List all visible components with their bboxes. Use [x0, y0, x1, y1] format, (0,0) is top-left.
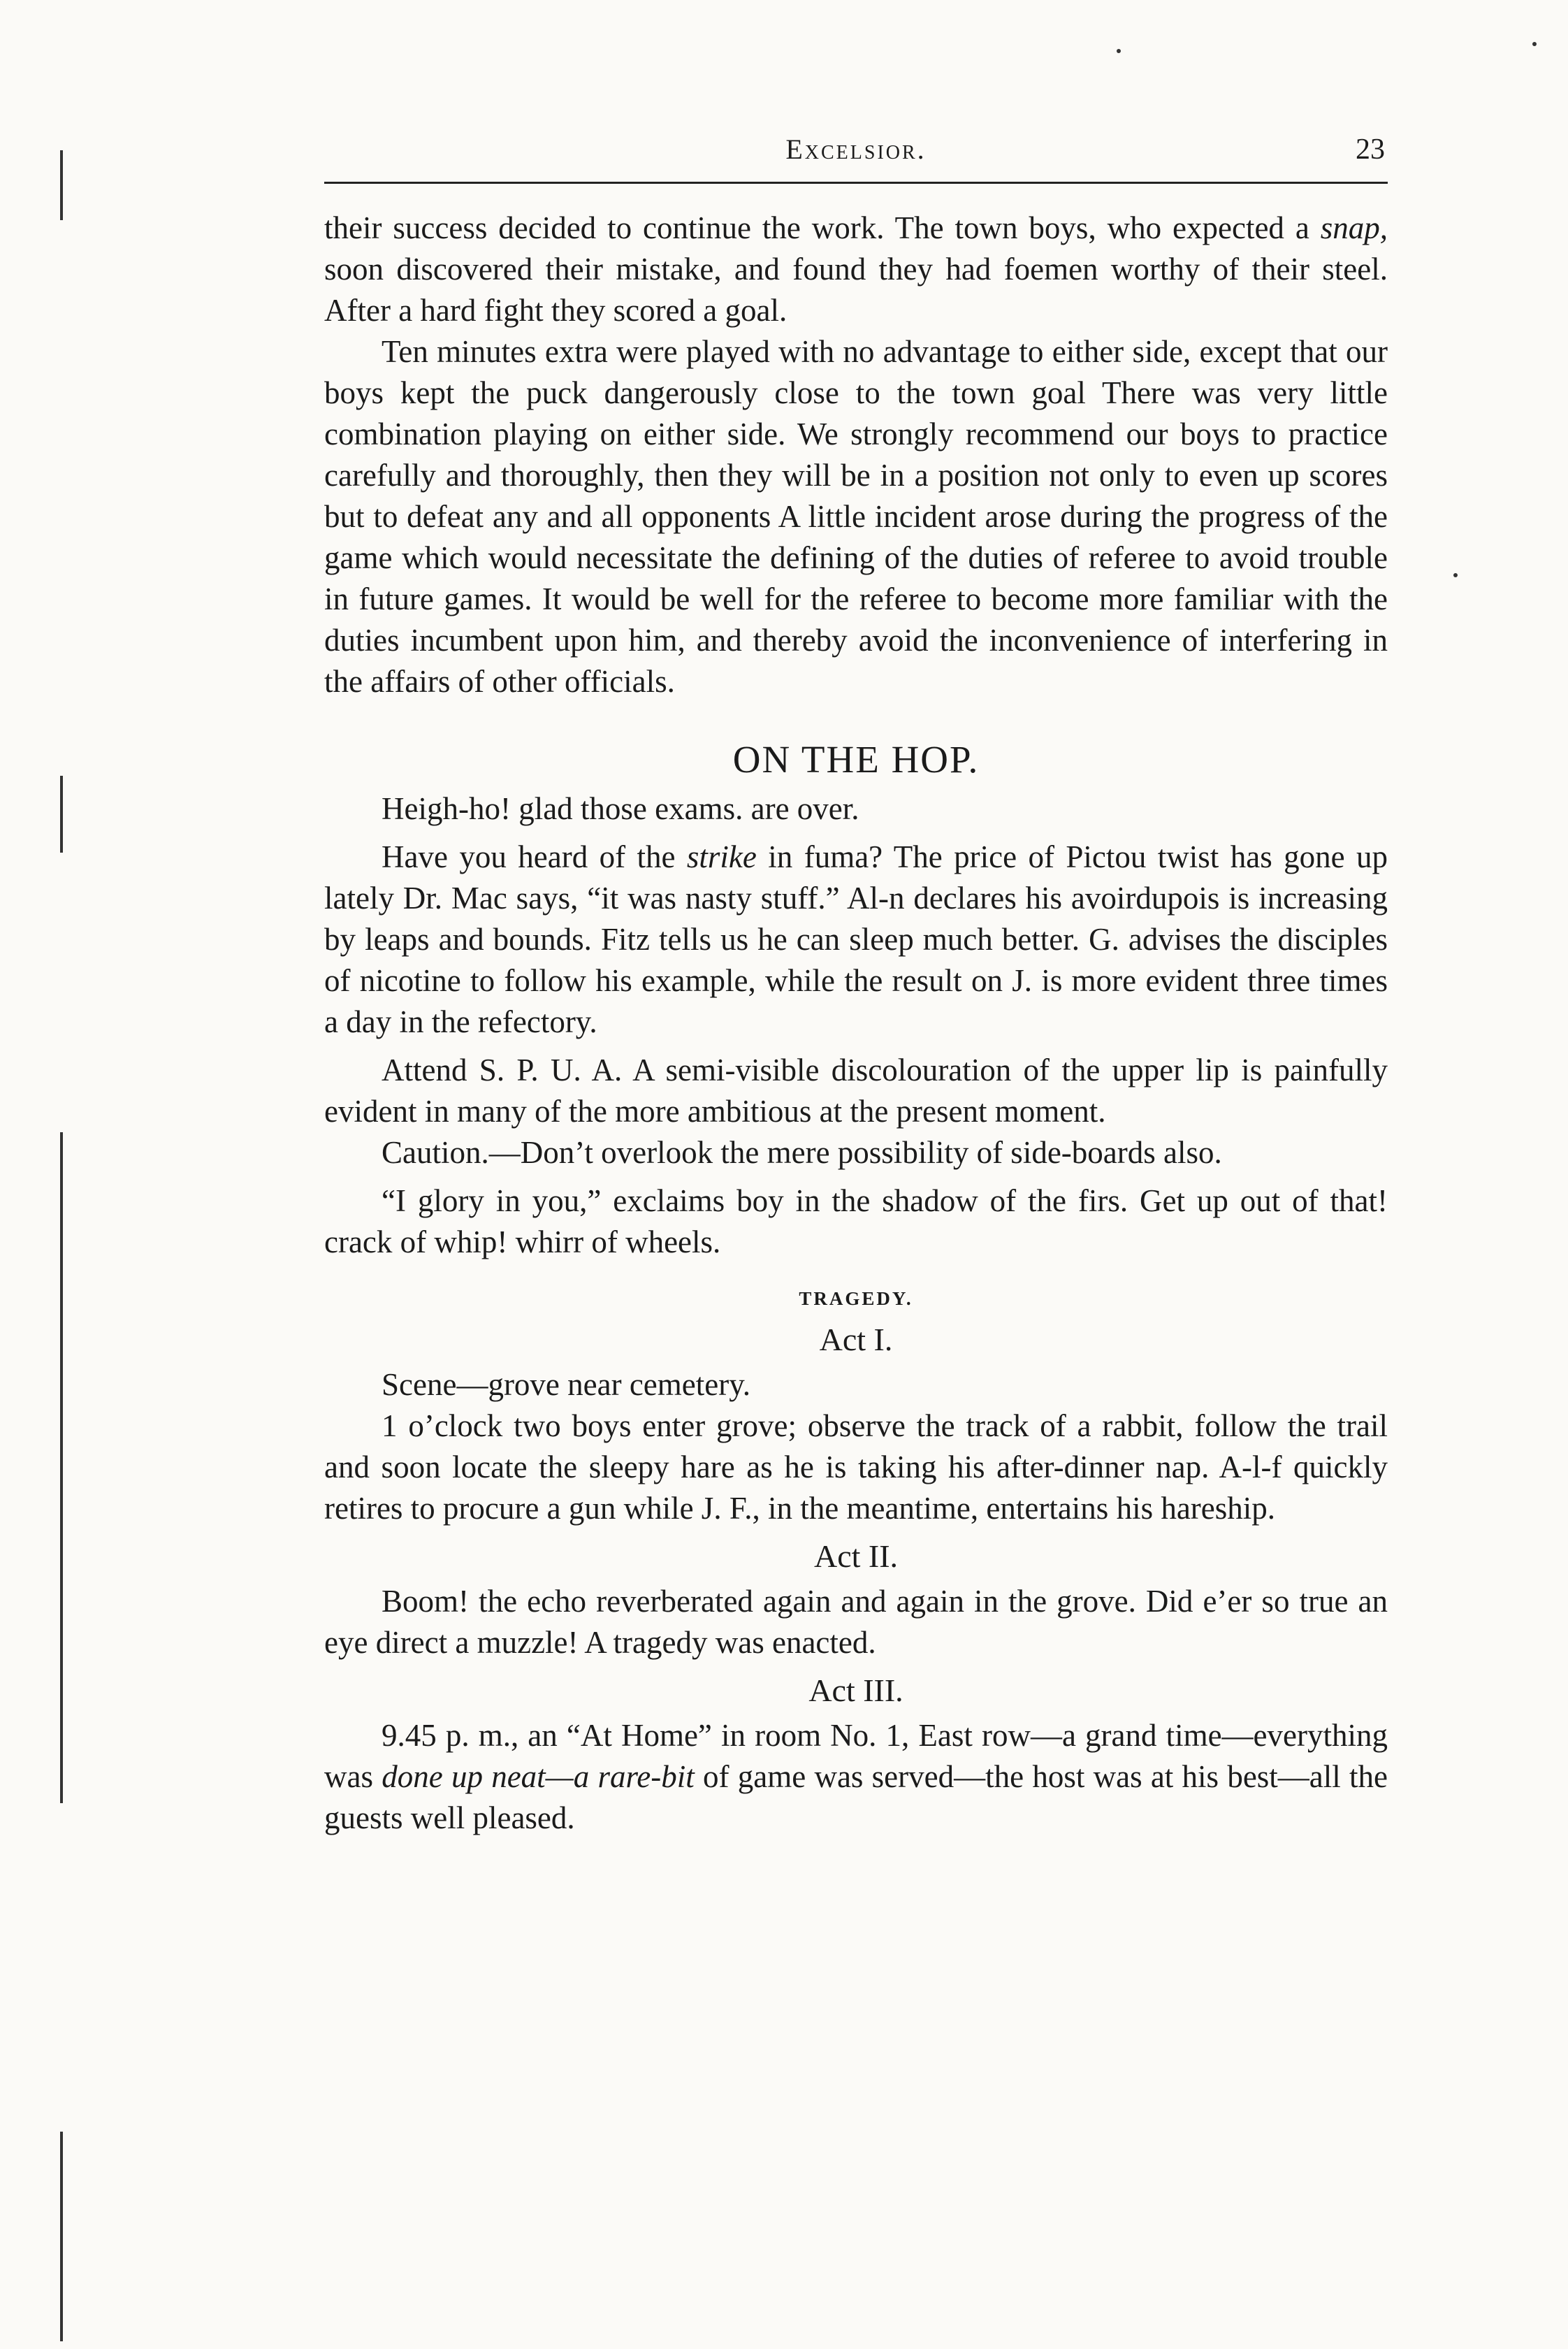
running-title: Excelsior. — [785, 133, 927, 165]
paragraph: their success decided to continue the work. The town boys, who expected a snap, soon discovered their mistake, and found they had foemen worthy of their steel. After a hard fight they scored a goal. — [324, 210, 1388, 328]
paragraph: Attend S. P. U. A. A semi-visible discolouration of the upper lip is painfully evident in many of the more ambitious at the present moment. — [324, 1053, 1388, 1129]
margin-dot — [1117, 49, 1121, 53]
page — [324, 133, 1388, 1839]
paragraph: Boom! the echo reverberated again and again in the grove. Did e’er so true an eye direct a muzzle! A tragedy was enacted. — [324, 1584, 1388, 1660]
margin-dot — [1453, 573, 1458, 577]
margin-line — [60, 776, 63, 853]
header-rule — [324, 182, 1388, 184]
margin-dot — [1532, 42, 1537, 46]
paragraph: 9.45 p. m., an “At Home” in room No. 1, East row—a grand time—everything was done up neat—a rare-bit of game was served—the host was at his best—all the guests well pleased. — [324, 1718, 1388, 1835]
section-title: ON THE HOP. — [732, 738, 980, 781]
running-head — [324, 133, 1388, 178]
page-number: 23 — [1356, 133, 1385, 166]
paragraph: Have you heard of the strike in fuma? The price of Pictou twist has gone up lately Dr. Mac says, “it was nasty stuff.” Al-n declares his avoirdupois is increasing by leaps and bounds. Fitz tells us he can sleep much better. G. advises the disciples of nicotine to follow his example, while the result on J. is more evident three times a day in the refectory. — [324, 839, 1388, 1039]
paragraph: Caution.—Don’t overlook the mere possibility of side-boards also. — [382, 1135, 1222, 1170]
subheading: TRAGEDY. — [799, 1288, 913, 1309]
paragraph: Heigh-ho! glad those exams. are over. — [382, 791, 859, 826]
margin-line — [60, 2132, 63, 2341]
paragraph: Ten minutes extra were played with no advantage to either side, except that our boys kept the puck dangerously close to the town goal There was very little combination playing on either side. We strongly recommend our boys to practice carefully and thoroughly, then they will be in a position not only to even up scores but to defeat any and all opponents A little incident arose during the progress of the game which would necessitate the defining of the duties of referee to avoid trouble in future games. It would be well for the referee to become more familiar with the duties incumbent upon him, and thereby avoid the inconvenience of interfering in the affairs of other officials. — [324, 334, 1388, 699]
act-heading: Act II. — [813, 1538, 899, 1574]
paragraph: 1 o’clock two boys enter grove; observe the track of a rabbit, follow the trail and soon locate the sleepy hare as he is taking his after-dinner nap. A-l-f quickly retires to procure a gun while J. F., in the meantime, entertains his hareship. — [324, 1408, 1388, 1526]
margin-line — [60, 1132, 63, 1803]
paragraph: Scene—grove near cemetery. — [382, 1367, 751, 1402]
act-heading: Act III. — [808, 1672, 903, 1708]
act-heading: Act I. — [819, 1322, 893, 1357]
margin-line — [60, 150, 63, 220]
paragraph: “I glory in you,” exclaims boy in the shadow of the firs. Get up out of that! crack of whip! whirr of wheels. — [324, 1183, 1388, 1259]
